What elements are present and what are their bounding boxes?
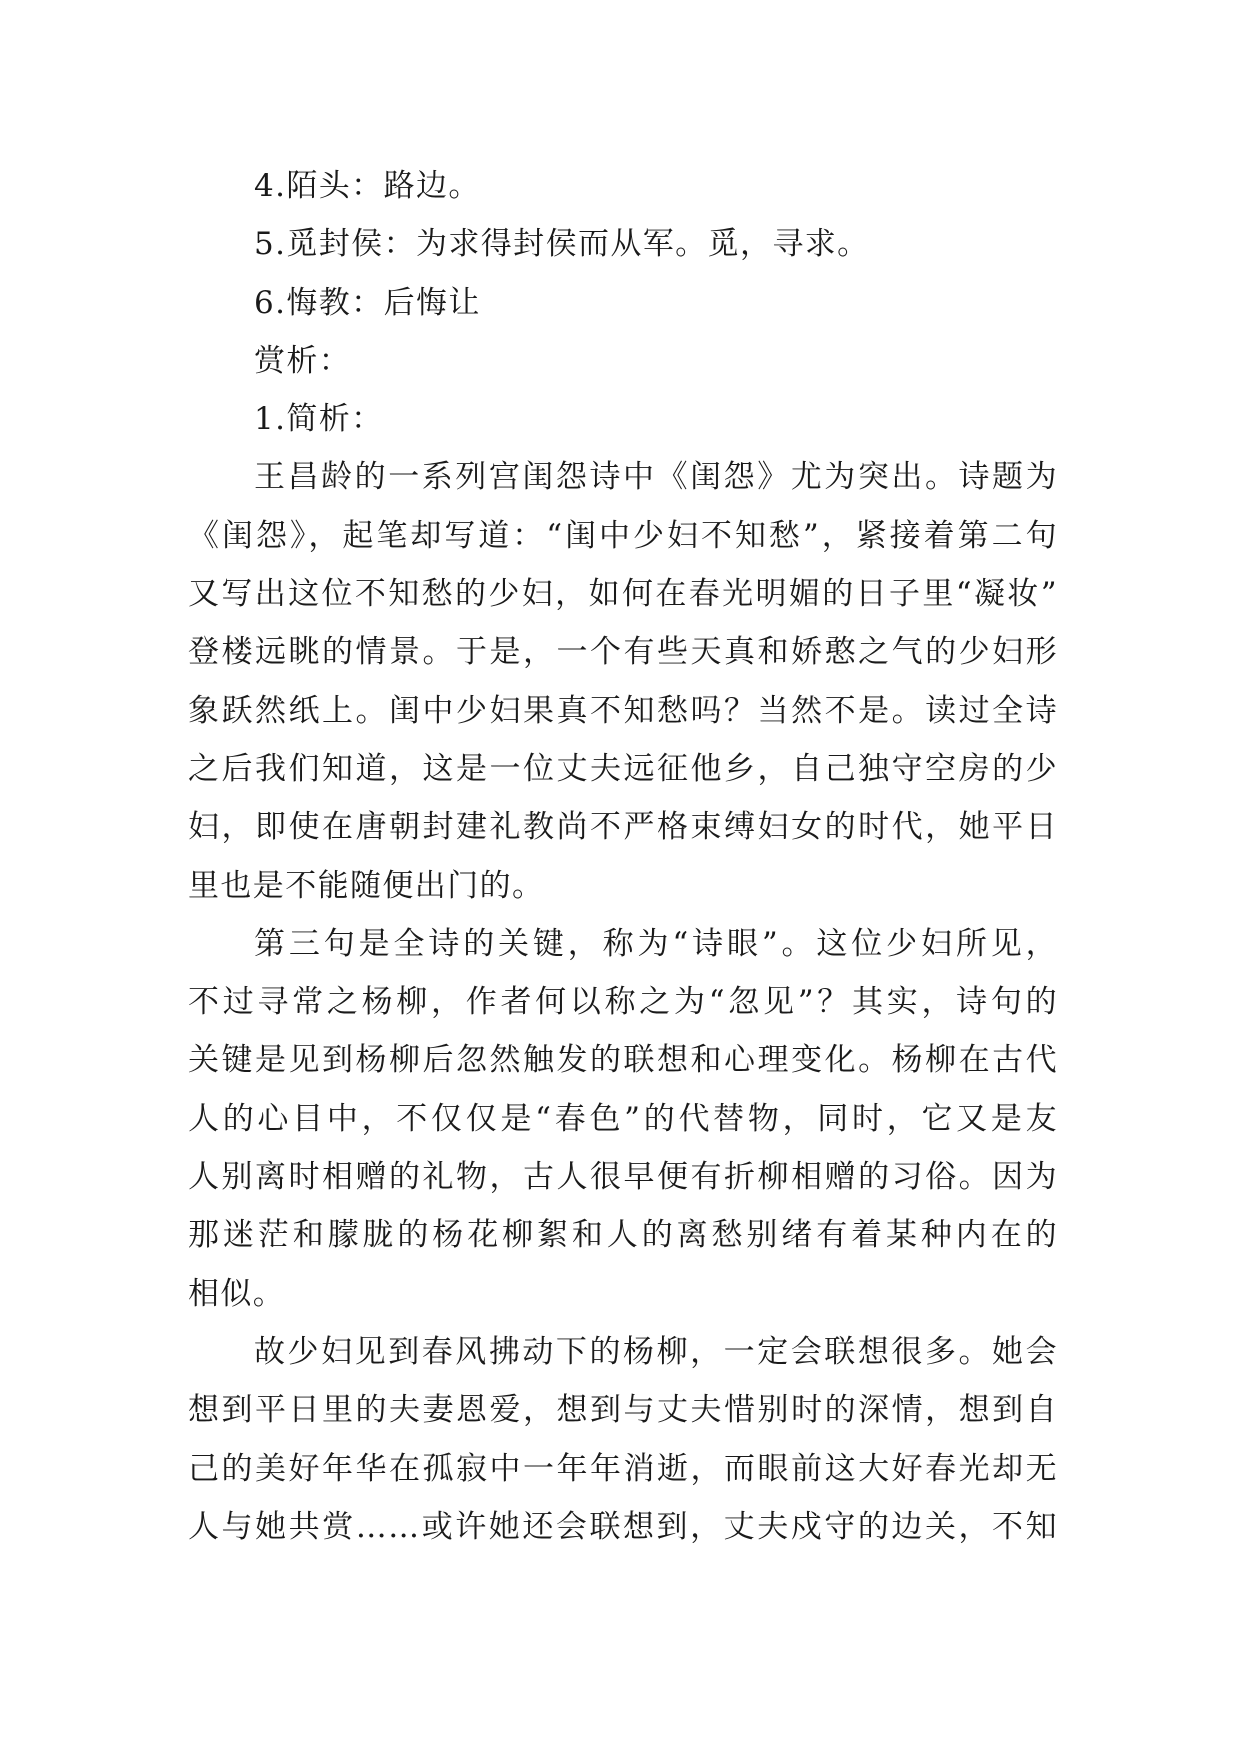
paragraph-line: 之后我们知道，这是一位丈夫远征他乡，自己独守空房的少 [188,750,1058,787]
paragraph-line: 又写出这位不知愁的少妇，如何在春光明媚的日子里“凝妆” [188,576,1058,613]
note-4: 4.陌头：路边。 [254,168,481,204]
paragraph-line: 想到平日里的夫妻恩爱，想到与丈夫惜别时的深情，想到自 [188,1392,1058,1429]
paragraph-2 [188,915,1058,1323]
paragraph-line: 第三句是全诗的关键，称为“诗眼”。这位少妇所见， [254,925,1058,962]
paragraph-line: 己的美好年华在孤寂中一年年消逝，而眼前这大好春光却无 [188,1450,1058,1487]
paragraph-line: 妇，即使在唐朝封建礼教尚不严格束缚妇女的时代，她平日 [188,809,1058,846]
paragraph-line: 里也是不能随便出门的。 [188,867,545,904]
paragraph-1 [188,448,1058,914]
section-heading: 赏析： [254,342,352,379]
paragraph-3 [188,1323,1058,1556]
paragraph-line: 那迷茫和朦胧的杨花柳絮和人的离愁别绪有着某种内在的 [188,1217,1058,1254]
paragraph-line: 登楼远眺的情景。于是，一个有些天真和娇憨之气的少妇形 [188,634,1058,671]
paragraph-line: 不过寻常之杨柳，作者何以称之为“忽见”？其实，诗句的 [188,984,1058,1021]
paragraph-line: 人的心目中，不仅仅是“春色”的代替物，同时，它又是友 [188,1100,1058,1137]
paragraph-line: 人与她共赏……或许她还会联想到，丈夫戍守的边关，不知 [188,1508,1058,1545]
document-body [188,157,1058,1556]
paragraph-line: 相似。 [188,1275,286,1312]
paragraph-line: 关键是见到杨柳后忽然触发的联想和心理变化。杨柳在古代 [188,1042,1058,1079]
paragraph-line: 人别离时相赠的礼物，古人很早便有折柳相赠的习俗。因为 [188,1159,1058,1196]
paragraph-line: 象跃然纸上。闺中少妇果真不知愁吗？当然不是。读过全诗 [188,692,1058,729]
paragraph-line: 故少妇见到春风拂动下的杨柳，一定会联想很多。她会 [254,1333,1058,1370]
paragraph-line: 《闺怨》，起笔却写道：“闺中少妇不知愁”，紧接着第二句 [188,517,1058,554]
subsection-heading: 1.简析： [254,401,384,438]
note-5: 5.觅封侯：为求得封侯而从军。觅，寻求。 [254,226,870,263]
paragraph-line: 王昌龄的一系列宫闺怨诗中《闺怨》尤为突出。诗题为 [254,459,1058,496]
note-6: 6.悔教：后悔让 [254,284,481,321]
